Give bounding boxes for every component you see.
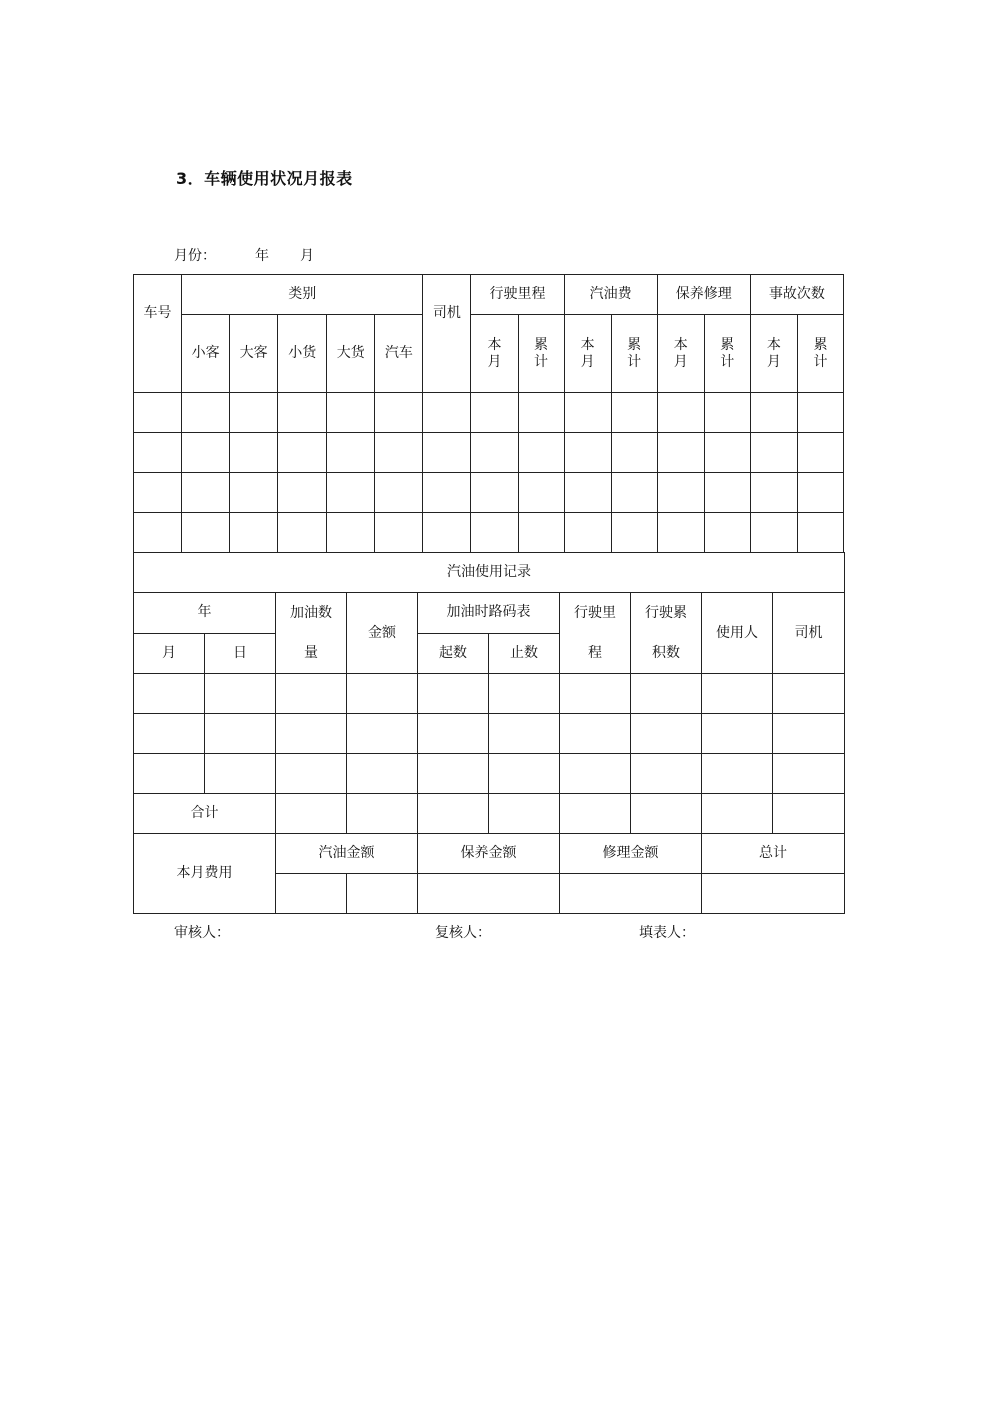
start-reading-header: 起数 [418, 633, 489, 674]
table-row [134, 513, 844, 553]
year-label: 年 [255, 248, 269, 264]
car-no-header: 车号 [134, 275, 182, 393]
accident-this-month: 本 月 [750, 315, 797, 393]
category-small-passenger: 小客 [182, 315, 230, 393]
total-row [134, 794, 845, 834]
table-row [134, 473, 844, 513]
category-small-truck: 小货 [278, 315, 327, 393]
mileage-header: 行驶里程 [471, 275, 564, 315]
fuel-record-title: 汽油使用记录 [134, 553, 845, 593]
table-row [134, 393, 844, 433]
maintenance-header: 保养修理 [657, 275, 750, 315]
table-row [134, 433, 844, 473]
total-label: 合计 [134, 794, 276, 834]
category-large-passenger: 大客 [230, 315, 278, 393]
month-label: 月份： [174, 248, 216, 264]
fuel-cumulative: 累 计 [611, 315, 657, 393]
odometer-header: 加油时路码表 [418, 593, 560, 634]
fuel-amount-value-2[interactable] [347, 874, 418, 914]
monthly-cost-label: 本月费用 [134, 834, 276, 914]
user-header: 使用人 [702, 593, 773, 674]
driver-header: 司机 [773, 593, 845, 674]
refuel-qty-header: 加油数 量 [276, 593, 347, 674]
mileage-cumulative: 累 计 [518, 315, 564, 393]
maintenance-amount-value[interactable] [418, 874, 560, 914]
maintenance-this-month: 本 月 [657, 315, 704, 393]
grand-total-header: 总计 [702, 834, 845, 874]
accident-count-header: 事故次数 [750, 275, 843, 315]
category-large-truck: 大货 [327, 315, 375, 393]
repair-amount-value[interactable] [560, 874, 702, 914]
table-row [134, 674, 845, 714]
mileage-header: 行驶里 程 [560, 593, 631, 674]
filler-label: 填表人： [639, 925, 695, 941]
fuel-amount-value-1[interactable] [276, 874, 347, 914]
grand-total-value[interactable] [702, 874, 845, 914]
category-car: 汽车 [375, 315, 423, 393]
fuel-amount-header: 汽油金额 [276, 834, 418, 874]
day-header: 日 [205, 633, 276, 674]
year-header: 年 [134, 593, 276, 634]
repair-amount-header: 修理金额 [560, 834, 702, 874]
driver-header: 司机 [423, 275, 471, 393]
reviewer-label: 审核人： [174, 925, 230, 941]
table-row [134, 754, 845, 794]
fuel-this-month: 本 月 [564, 315, 611, 393]
maintenance-amount-header: 保养金额 [418, 834, 560, 874]
fuel-usage-table [133, 552, 845, 914]
accident-cumulative: 累 计 [797, 315, 843, 393]
vehicle-usage-table [133, 274, 844, 553]
page-title: 3．车辆使用状况月报表 [176, 169, 353, 188]
table-row [134, 714, 845, 754]
category-header: 类别 [182, 275, 423, 315]
end-reading-header: 止数 [489, 633, 560, 674]
rechecker-label: 复核人： [435, 925, 491, 941]
mileage-this-month: 本 月 [471, 315, 518, 393]
fuel-cost-header: 汽油费 [564, 275, 657, 315]
maintenance-cumulative: 累 计 [704, 315, 750, 393]
amount-header: 金额 [347, 593, 418, 674]
month-unit-label: 月 [300, 248, 314, 264]
cumulative-header: 行驶累 积数 [631, 593, 702, 674]
month-header: 月 [134, 633, 205, 674]
